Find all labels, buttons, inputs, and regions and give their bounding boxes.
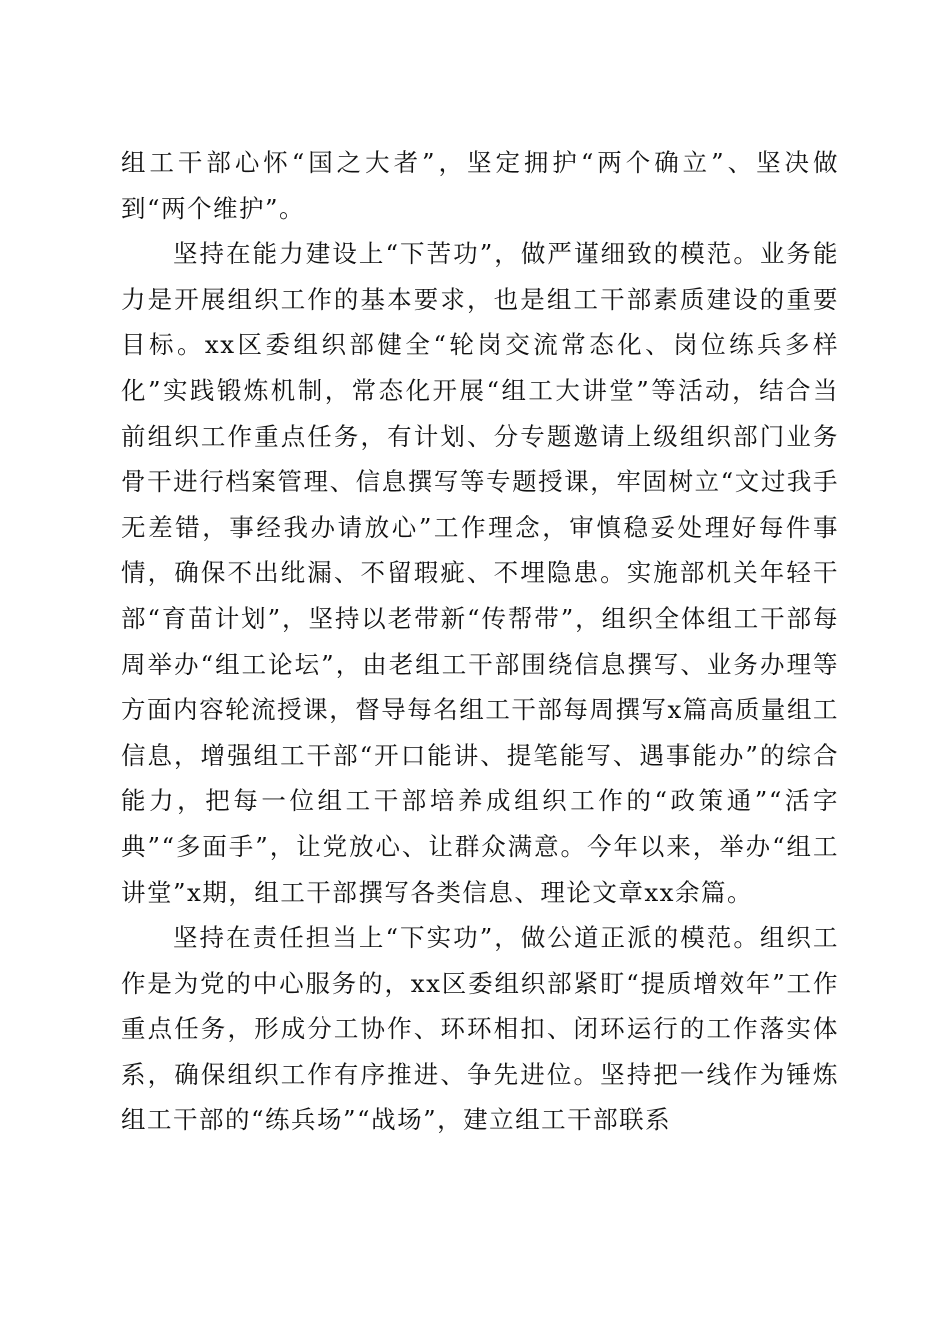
paragraph-capacity-building: 坚持在能力建设上“下苦功”，做严谨细致的模范。业务能力是开展组织工作的基本要求，也是组工干部素质建设的重要目标。xx区委组织部健全“轮岗交流常态化、岗位练兵多样化”实践锻炼机制，常态化开展“组工大讲堂”等活动，结合当前组织工作重点任务，有计划、分专题邀请上级组织部门业务骨干进行档案管理、信息撰写等专题授课，牢固树立“文过我手无差错，事经我办请放心”工作理念，审慎稳妥处理好每件事情，确保不出纰漏、不留瑕疵、不埋隐患。实施部机关年轻干部“育苗计划”，坚持以老带新“传帮带”，组织全体组工干部每周举办“组工论坛”，由老组工干部围绕信息撰写、业务办理等方面内容轮流授课，督导每名组工干部每周撰写x篇高质量组工信息，增强组工干部“开口能讲、提笔能写、遇事能办”的综合能力，把每一位组工干部培养成组织工作的“政策通”“活字典”“多面手”，让党放心、让群众满意。今年以来，举办“组工讲堂”x期，组工干部撰写各类信息、理论文章xx余篇。: [121, 239, 839, 907]
paragraph-responsibility: 坚持在责任担当上“下实功”，做公道正派的模范。组织工作是为党的中心服务的，xx区委组织部紧盯“提质增效年”工作重点任务，形成分工协作、环环相扣、闭环运行的工作落实体系，确保组织工作有序推进、争先进位。坚持把一线作为锤炼组工干部的“练兵场”“战场”，建立组工干部联系: [121, 923, 839, 1135]
paragraph-continuation: 组工干部心怀“国之大者”，坚定拥护“两个确立”、坚决做到“两个维护”。: [121, 148, 839, 223]
document-body: [121, 140, 839, 1143]
